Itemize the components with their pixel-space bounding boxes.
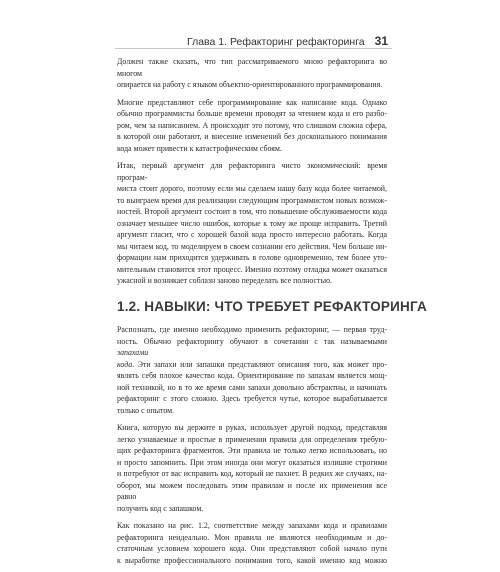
text-line: ностей. Второй аргумент состоит в том, что повышение обслуживаемости кода [117, 207, 387, 216]
text-line: и потребуют от вас исправить код, который не пахнет. В редких же случаях, на- [117, 469, 387, 478]
page-number: 31 [374, 34, 388, 48]
text-line: мительным становится этот процесс. Именно поэтому отладка может оказаться [117, 264, 387, 274]
text-line: Итак, первый аргумент для рефакторинга чисто экономический: время програм- [117, 161, 387, 182]
text-line: и просто запомнить. При этом иногда они могут оказаться излишне строгими [117, 457, 387, 467]
running-header [187, 34, 388, 48]
text-line: Как показано на рис. 1.2, соответствие между запахами кода и правилами [117, 521, 387, 530]
paragraph [117, 422, 387, 514]
text-line: ной техникой, но в то же время сами запахи довольно абстрактны, и начинать [117, 382, 387, 392]
text-line: Многие представляют себе программирование как написание кода. Однако [117, 97, 387, 107]
paragraph [117, 56, 387, 91]
text-line: означает меньшее число ошибок, которые к тому же проще исправить. Третий [117, 218, 387, 228]
text-line: щих рефакторинга фрагментов. Эти правила не только легко использовать, но [117, 446, 387, 455]
text-line: оборот, мы можем последовать этим правилам и после их применения все равно [117, 480, 387, 501]
text-line: то выиграем время для реализации следующим программистом новых возмож- [117, 195, 387, 205]
text-line: в которой они работают, и внесение изменений без досконального понимания [117, 132, 387, 141]
paragraph [117, 97, 387, 155]
text-line: ужасной и возникает соблазн заново переделать все полностью. [117, 276, 332, 285]
text-line: рефакторинг с этого сложно. Здесь требуется чутье, которое вырабатывается [117, 394, 387, 403]
header-rule [115, 48, 392, 49]
text-line [117, 336, 387, 359]
text-line: являть себя плохое качество кода. Ориентирование по запахам является мощ- [117, 371, 387, 380]
text-line: Книга, которую вы держите в руках, использует другой подход, представляя [117, 423, 387, 432]
text-line: обычно программисты больше времени проводят за чтением кода и его разбо- [117, 109, 387, 118]
text-line: к выработке профессионального понимания того, какой именно код можно [117, 555, 387, 565]
paragraph [117, 324, 387, 416]
page-body [117, 56, 427, 572]
emphasis: кода [117, 359, 133, 369]
paragraph-group-bottom [117, 422, 387, 566]
text-run: ность. Обычно рефакторингу обучают в сочетании с так называемыми [117, 336, 387, 346]
text-line: формации нам приходится удерживать в голове одновременно, тем более уто- [117, 253, 387, 262]
text-line: Распознать, где именно необходимо применить рефакторинг, — первая труд- [117, 325, 387, 334]
paragraph-group-top [117, 56, 387, 287]
text-line: кода может привести к катастрофическим сбоям. [117, 143, 282, 153]
chapter-title: Глава 1. Рефакторинг рефакторинга [186, 36, 365, 48]
text-line [117, 359, 387, 371]
text-line: миста стоит дорого, поэтому если мы сделаем нашу базу кода более читаемой, [117, 184, 387, 193]
text-line: рефакторинга неидеально. Мои правила не являются необходимым и до- [117, 532, 387, 542]
text-line: легко узнаваемые и простые в применении правила для определения требую- [117, 434, 387, 444]
text-line: статочным условием хорошего кода. Они представляют собой начало пути [117, 544, 387, 553]
text-line: опирается на работу с языком объектно-ориентированного программирования. [117, 80, 383, 89]
text-line: Должен также сказать, что тип рассматриваемого мною рефакторинга во многом [117, 57, 387, 78]
text-line: ром, чем за написанием. А происходит это потому, что слишком сложна сфера, [117, 120, 387, 130]
text-run: . Эти запахи или запашки представляют описания того, как может про- [132, 359, 387, 369]
text-line: мы читаем код, то моделируем в своем сознании его действия. Чем больше ин- [117, 241, 387, 251]
text-line: аргумент гласит, что с хорошей базой кода просто интересно работать. Когда [117, 230, 387, 239]
text-line: получить код с запашком. [117, 503, 204, 513]
paragraph [117, 160, 387, 287]
text-line: только с опытом. [117, 405, 175, 415]
paragraph [117, 520, 387, 566]
emphasis: запахами [117, 348, 149, 357]
section-heading: 1.2. НАВЫКИ: ЧТО ТРЕБУЕТ РЕФАКТОРИНГА [117, 298, 427, 314]
